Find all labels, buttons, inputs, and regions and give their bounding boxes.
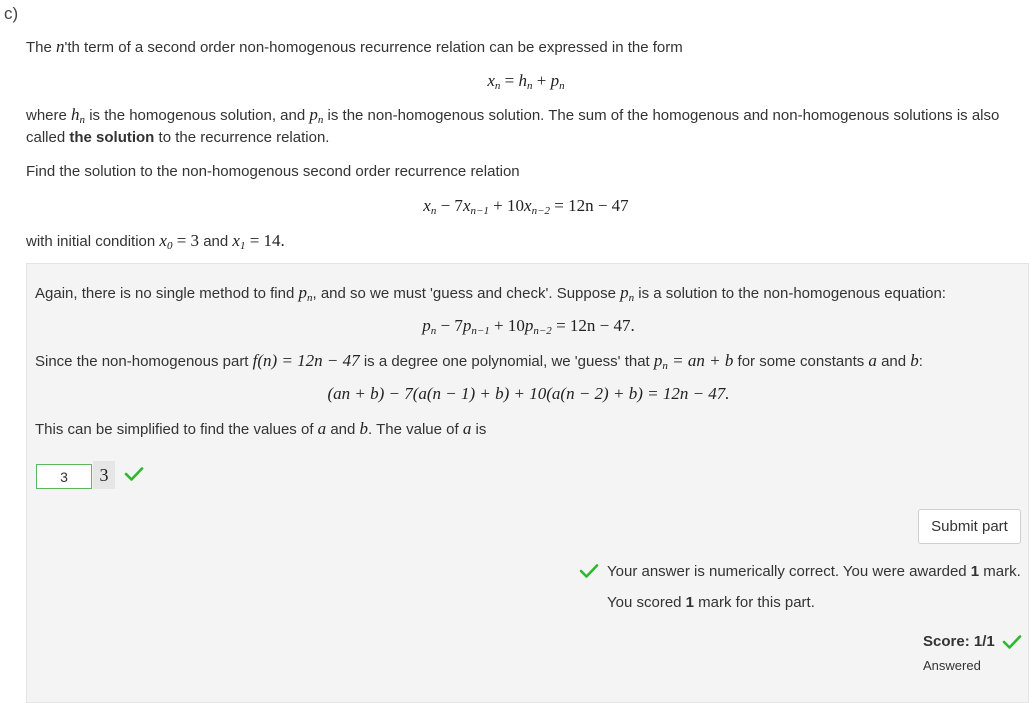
check-icon [579,563,599,579]
since-paragraph: Since the non-homogenous part f(n) = 12n − 47 is a degree one polynomial, we 'guess' that $p_n$ = an + b for some constants a and b: [35,351,923,372]
where-paragraph: where $h_n$ is the homogenous solution, and $p_n$ is the non-homogenous solution. The sum of the homogenous and non-homogenous solutions is also called the solution to the recurrence relation. [26,105,1000,146]
answered-status: Answered [923,658,981,673]
part-label: c) [4,4,19,23]
find-solution-text: Find the solution to the non-homogenous second order recurrence relation [26,163,520,180]
again-paragraph: Again, there is no single method to find $p_n$, and so we must 'guess and check'. Suppose $p_n$ is a solution to the non-homogenous equation: [35,283,946,304]
equation-nonhomogenous: $p_n - 7p_{n-1} + 10p_{n-2} = 12n - 47$. [422,316,635,337]
scored-message: You scored 1 mark for this part. [607,594,815,611]
equation-recurrence: $x_n - 7x_{n-1} + 10x_{n-2} = 12n - 47$ [423,196,629,217]
answer-input[interactable] [36,464,92,489]
submit-part-button[interactable]: Submit part [918,509,1021,544]
intro-line-1: The n'th term of a second order non-homogenous recurrence relation can be expressed in the form [26,37,683,56]
equation-guess: (an + b) − 7(a(n − 1) + b) + 10(a(n − 2) + b) = 12n − 47. [327,384,730,403]
feedback-message: Your answer is numerically correct. You were awarded 1 mark. [607,563,1021,580]
step-panel [26,263,1029,703]
check-icon [1002,634,1022,650]
initial-conditions: with initial condition $x_0 = 3$ and $x_1 = 14$. [26,231,285,252]
simplify-paragraph: This can be simplified to find the values of a and b. The value of a is [35,419,487,438]
check-icon [124,466,144,482]
score-label: Score: 1/1 [923,633,995,650]
answer-preview: 3 [93,461,115,489]
equation-solution-form: $x_n = h_n + p_n$ [487,71,565,92]
